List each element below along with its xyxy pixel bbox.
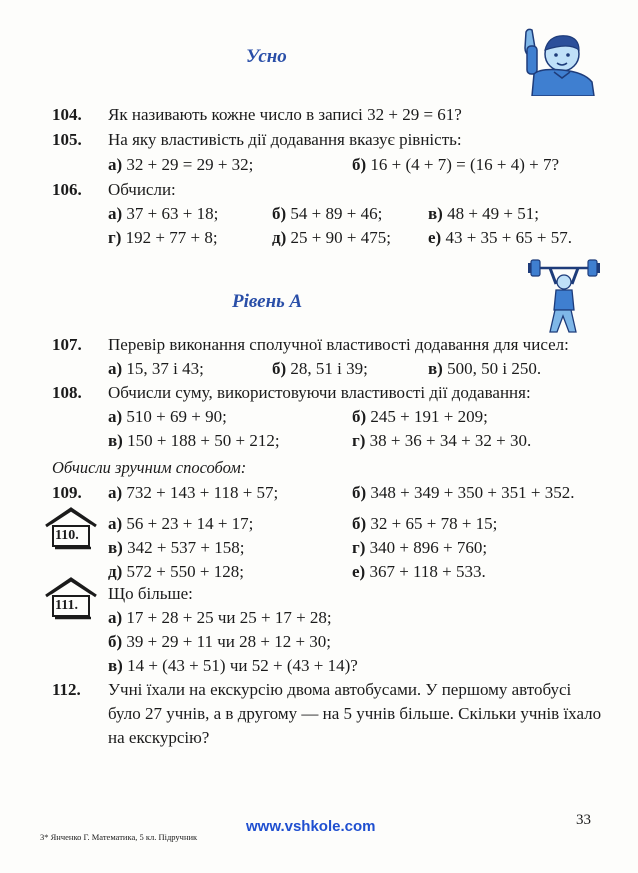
exercise-111-b xyxy=(108,632,331,652)
exercise-109-number: 109. xyxy=(52,483,82,502)
exercise-105-b xyxy=(352,155,559,175)
item-expression: 39 + 29 + 11 чи 28 + 12 + 30; xyxy=(126,632,332,651)
item-label: б) xyxy=(352,483,367,502)
item-expression: 17 + 28 + 25 чи 25 + 17 + 28; xyxy=(126,608,332,627)
item-label: е) xyxy=(428,228,442,247)
item-label: б) xyxy=(272,204,287,223)
item-expression: 340 + 896 + 760; xyxy=(369,538,488,557)
item-label: а) xyxy=(108,359,123,378)
website-link[interactable]: www.vshkole.com xyxy=(246,818,376,835)
section-heading-level-a: Рівень А xyxy=(232,291,303,312)
item-expression: 14 + (43 + 51) чи 52 + (43 + 14)? xyxy=(127,656,358,675)
exercise-109-a xyxy=(108,483,278,503)
item-expression: 342 + 537 + 158; xyxy=(127,538,245,557)
item-label: д) xyxy=(108,562,123,581)
exercise-110-c xyxy=(108,538,245,558)
exercise-108-a xyxy=(108,407,227,427)
item-label: в) xyxy=(108,656,123,675)
exercise-107-text: Перевір виконання сполучної властивості додавання для чисел: xyxy=(108,335,569,354)
item-label: г) xyxy=(352,431,366,450)
item-label: б) xyxy=(272,359,287,378)
item-expression: 732 + 143 + 118 + 57; xyxy=(126,483,279,502)
exercise-110-e xyxy=(108,562,244,582)
item-expression: 510 + 69 + 90; xyxy=(126,407,227,426)
exercise-107-number: 107. xyxy=(52,335,82,354)
item-expression: 572 + 550 + 128; xyxy=(126,562,244,581)
item-label: д) xyxy=(272,228,287,247)
item-label: е) xyxy=(352,562,366,581)
item-expression: 245 + 191 + 209; xyxy=(370,407,488,426)
exercise-108-c xyxy=(108,431,280,451)
item-expression: 15, 37 і 43; xyxy=(126,359,204,378)
exercise-111-c xyxy=(108,656,358,676)
item-expression: 192 + 77 + 8; xyxy=(125,228,218,247)
exercise-106-b xyxy=(272,204,382,224)
exercise-110-f xyxy=(352,562,486,582)
item-label: в) xyxy=(108,431,123,450)
item-expression: 54 + 89 + 46; xyxy=(290,204,383,223)
exercise-107-b xyxy=(272,359,368,379)
exercise-106-number: 106. xyxy=(52,180,82,199)
exercise-106-text: Обчисли: xyxy=(108,180,176,199)
exercise-106-a xyxy=(108,204,218,224)
item-label: б) xyxy=(352,514,367,533)
exercise-112-line-2: було 27 учнів, а в другому — на 5 учнів більше. Скільки учнів їхало xyxy=(108,704,602,723)
exercise-106-f xyxy=(428,228,572,248)
exercise-106-d xyxy=(108,228,218,248)
exercise-110-d xyxy=(352,538,487,558)
exercise-104-text: Як називають кожне число в записі 32 + 29 = 61? xyxy=(108,105,462,124)
exercise-111-text: Що більше: xyxy=(108,584,193,603)
item-label: а) xyxy=(108,483,123,502)
item-label: а) xyxy=(108,608,123,627)
item-label: в) xyxy=(108,538,123,557)
exercise-107-c xyxy=(428,359,541,379)
exercise-112-line-3: на екскурсію? xyxy=(108,728,210,747)
item-label: а) xyxy=(108,155,123,174)
item-label: а) xyxy=(108,514,123,533)
item-label: а) xyxy=(108,204,123,223)
exercise-106-c xyxy=(428,204,539,224)
instruction-hint: Обчисли зручним способом: xyxy=(52,458,247,477)
item-label: в) xyxy=(428,359,443,378)
item-expression: 32 + 65 + 78 + 15; xyxy=(370,514,498,533)
student-raising-hand-icon xyxy=(514,24,600,96)
exercise-108-text: Обчисли суму, використовуючи властивості дії додавання: xyxy=(108,383,531,402)
item-label: б) xyxy=(352,155,367,174)
item-expression: 43 + 35 + 65 + 57. xyxy=(445,228,572,247)
item-expression: 16 + (4 + 7) = (16 + 4) + 7? xyxy=(370,155,560,174)
item-label: б) xyxy=(108,632,123,651)
exercise-112-line-1: Учні їхали на екскурсію двома автобусами. У першому автобусі xyxy=(108,680,572,699)
page-number: 33 xyxy=(576,812,591,828)
exercise-105-number: 105. xyxy=(52,130,82,149)
item-label: г) xyxy=(108,228,122,247)
exercise-105-a xyxy=(108,155,253,175)
item-expression: 28, 51 і 39; xyxy=(290,359,368,378)
item-expression: 56 + 23 + 14 + 17; xyxy=(126,514,254,533)
item-expression: 367 + 118 + 533. xyxy=(369,562,486,581)
section-heading-usno: Усно xyxy=(246,46,287,67)
item-expression: 37 + 63 + 18; xyxy=(126,204,219,223)
book-credit: 3* Янченко Г. Математика, 5 кл. Підручник xyxy=(40,832,198,842)
item-expression: 25 + 90 + 475; xyxy=(290,228,391,247)
exercise-110-number: 110. xyxy=(55,528,79,543)
weightlifter-icon xyxy=(528,256,600,338)
exercise-108-d xyxy=(352,431,531,451)
exercise-110-a xyxy=(108,514,253,534)
item-label: а) xyxy=(108,407,123,426)
item-expression: 348 + 349 + 350 + 351 + 352. xyxy=(370,483,575,502)
item-expression: 48 + 49 + 51; xyxy=(447,204,539,223)
item-label: в) xyxy=(428,204,443,223)
item-label: б) xyxy=(352,407,367,426)
exercise-110-b xyxy=(352,514,497,534)
item-expression: 38 + 36 + 34 + 32 + 30. xyxy=(369,431,532,450)
exercise-107-a xyxy=(108,359,204,379)
exercise-111-number: 111. xyxy=(55,598,78,613)
exercise-109-b xyxy=(352,483,575,503)
exercise-105-text: На яку властивість дії додавання вказує рівність: xyxy=(108,130,462,149)
item-expression: 150 + 188 + 50 + 212; xyxy=(127,431,280,450)
exercise-104-number: 104. xyxy=(52,105,82,124)
exercise-112-number: 112. xyxy=(52,680,81,699)
exercise-106-e xyxy=(272,228,391,248)
exercise-111-a xyxy=(108,608,332,628)
exercise-108-b xyxy=(352,407,488,427)
item-expression: 32 + 29 = 29 + 32; xyxy=(126,155,254,174)
item-label: г) xyxy=(352,538,366,557)
exercise-108-number: 108. xyxy=(52,383,82,402)
item-expression: 500, 50 і 250. xyxy=(447,359,542,378)
